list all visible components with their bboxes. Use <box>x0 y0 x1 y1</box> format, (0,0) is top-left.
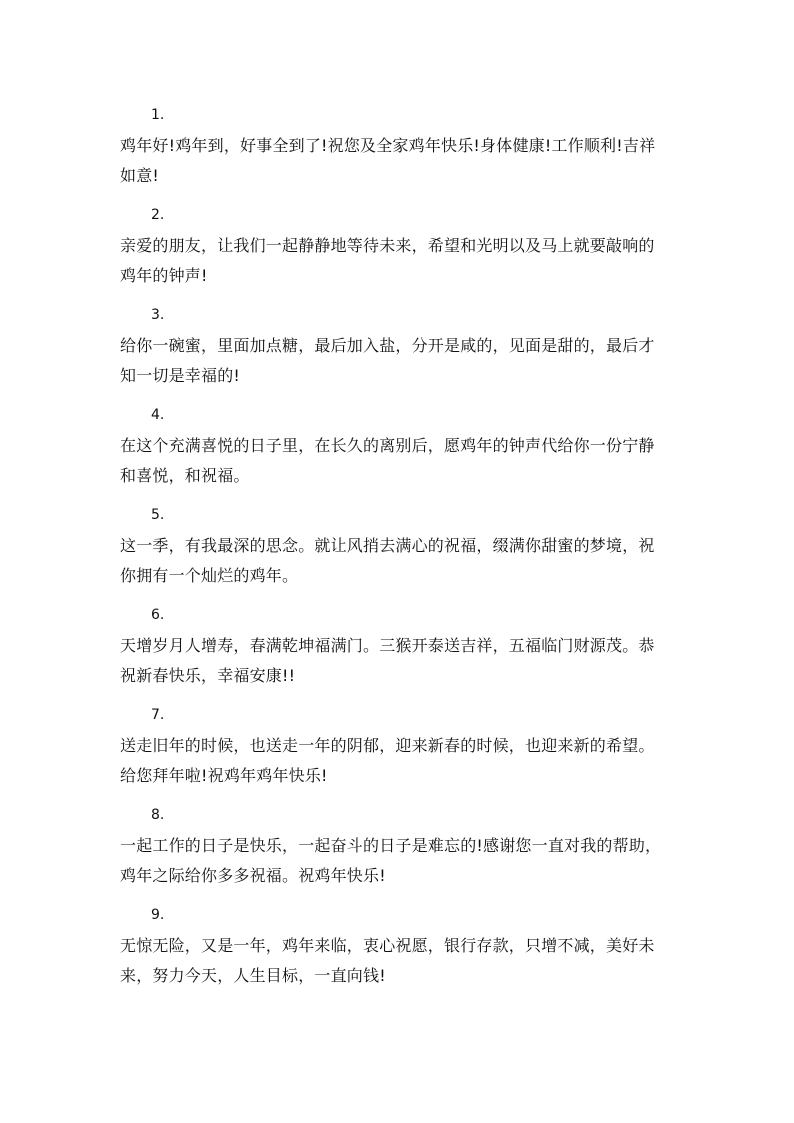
entry-text: 天增岁月人增寿，春满乾坤福满门。三猴开泰送吉祥，五福临门财源茂。恭祝新春快乐，幸福安康!! <box>120 636 655 685</box>
entry-text: 鸡年好!鸡年到，好事全到了!祝您及全家鸡年快乐!身体健康!工作顺利!吉祥如意! <box>120 136 656 185</box>
entry-number: 3. <box>151 307 165 323</box>
entry-number: 6. <box>151 607 165 623</box>
entry-number: 2. <box>151 207 165 223</box>
greeting-entry-1 <box>120 101 680 201</box>
greeting-entry-8 <box>120 801 680 901</box>
greeting-entry-4 <box>120 401 680 501</box>
greeting-entry-9 <box>120 901 680 1001</box>
greeting-entry-2 <box>120 201 680 301</box>
greeting-entry-6 <box>120 601 680 701</box>
greeting-entry-3 <box>120 301 680 401</box>
entry-text: 给你一碗蜜，里面加点糖，最后加入盐，分开是咸的，见面是甜的，最后才知一切是幸福的! <box>120 336 655 385</box>
entry-number: 7. <box>151 707 165 723</box>
entry-text: 亲爱的朋友，让我们一起静静地等待未来，希望和光明以及马上就要敲响的鸡年的钟声! <box>120 236 655 285</box>
entry-text: 一起工作的日子是快乐，一起奋斗的日子是难忘的!感谢您一直对我的帮助，鸡年之际给你多多祝福。祝鸡年快乐! <box>120 836 662 885</box>
entry-text: 在这个充满喜悦的日子里，在长久的离别后，愿鸡年的钟声代给你一份宁静和喜悦，和祝福。 <box>120 436 655 485</box>
entry-number: 8. <box>151 807 165 823</box>
greeting-entry-7 <box>120 701 680 801</box>
entry-number: 5. <box>151 507 165 523</box>
entry-text: 这一季，有我最深的思念。就让风捎去满心的祝福，缀满你甜蜜的梦境，祝你拥有一个灿烂的鸡年。 <box>120 536 655 585</box>
entry-number: 4. <box>151 407 165 423</box>
greeting-entry-5 <box>120 501 680 601</box>
greeting-list <box>120 101 680 1001</box>
entry-text: 无惊无险，又是一年，鸡年来临，衷心祝愿，银行存款，只增不减，美好未来，努力今天，人生目标，一直向钱! <box>120 936 655 985</box>
entry-number: 9. <box>151 907 165 923</box>
entry-text: 送走旧年的时候，也送走一年的阴郁，迎来新春的时候，也迎来新的希望。给您拜年啦!祝鸡年鸡年快乐! <box>120 736 655 785</box>
entry-number: 1. <box>151 107 165 123</box>
